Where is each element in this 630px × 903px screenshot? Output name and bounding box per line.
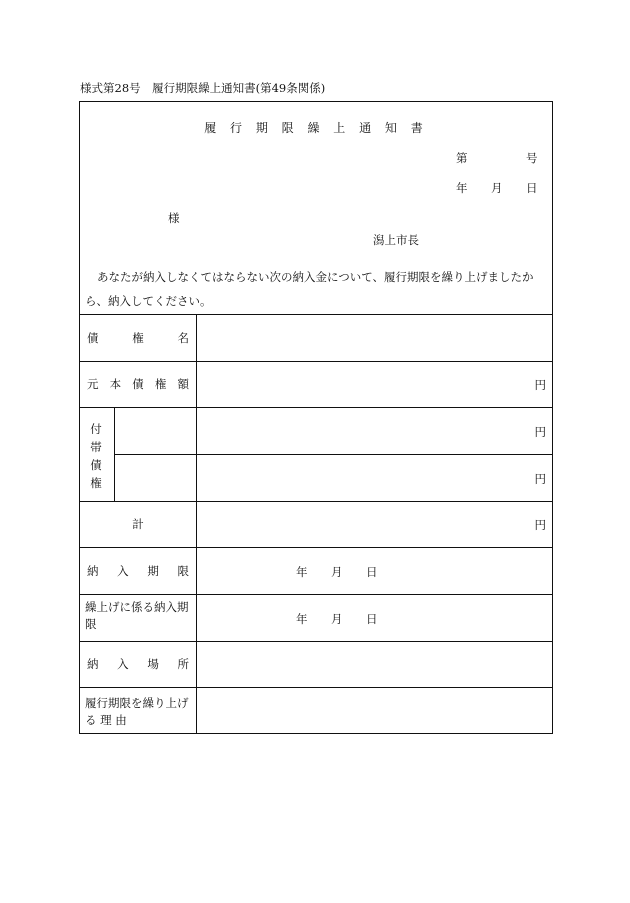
date-year: 年 [456, 181, 468, 195]
grid-line [196, 314, 197, 733]
addressee-suffix: 様 [168, 211, 180, 225]
label-due-date: 納 入 期 限 [87, 563, 189, 578]
label-reason: 履行期限を繰り上げる 理 由 [85, 696, 189, 727]
date-month: 月 [491, 181, 503, 195]
grid-line [80, 687, 552, 688]
label-total: 計 [132, 517, 144, 531]
notice-form [79, 101, 553, 734]
label-payment-place: 納 入 場 所 [87, 657, 189, 671]
label-advanced-due-date: 繰上げに係る納入期限 [85, 600, 189, 631]
grid-line [114, 407, 115, 501]
date-day: 日 [526, 181, 538, 195]
advanced-due-date-field: 年 月 日 [296, 612, 378, 626]
form-caption: 様式第28号 履行期限繰上通知書(第49条関係) [80, 81, 326, 95]
due-date-field: 年 月 日 [296, 565, 378, 579]
grid-line [80, 407, 552, 408]
total-yen-unit: 円 [534, 518, 546, 532]
incidental-2-yen-unit: 円 [534, 472, 546, 486]
label-principal-amount: 元 本 債 権 額 [87, 377, 189, 391]
incidental-1-yen-unit: 円 [534, 425, 546, 439]
number-prefix: 第 [456, 151, 468, 165]
notice-body: あなたが納入しなくてはならない次の納入金について、履行期限を繰り上げましたから、納入してください。 [85, 270, 534, 308]
principal-yen-unit: 円 [534, 378, 546, 392]
document-title: 履 行 期 限 繰 上 通 知 書 [204, 121, 428, 135]
issuer-name: 潟上市長 [373, 233, 419, 247]
grid-line [80, 594, 552, 595]
label-incidental-claims: 付 帯 債 権 [90, 422, 102, 490]
number-suffix: 号 [526, 151, 538, 165]
notice-header [80, 102, 552, 314]
label-claim-name: 債 権 名 [87, 330, 189, 345]
grid-line [115, 454, 552, 455]
